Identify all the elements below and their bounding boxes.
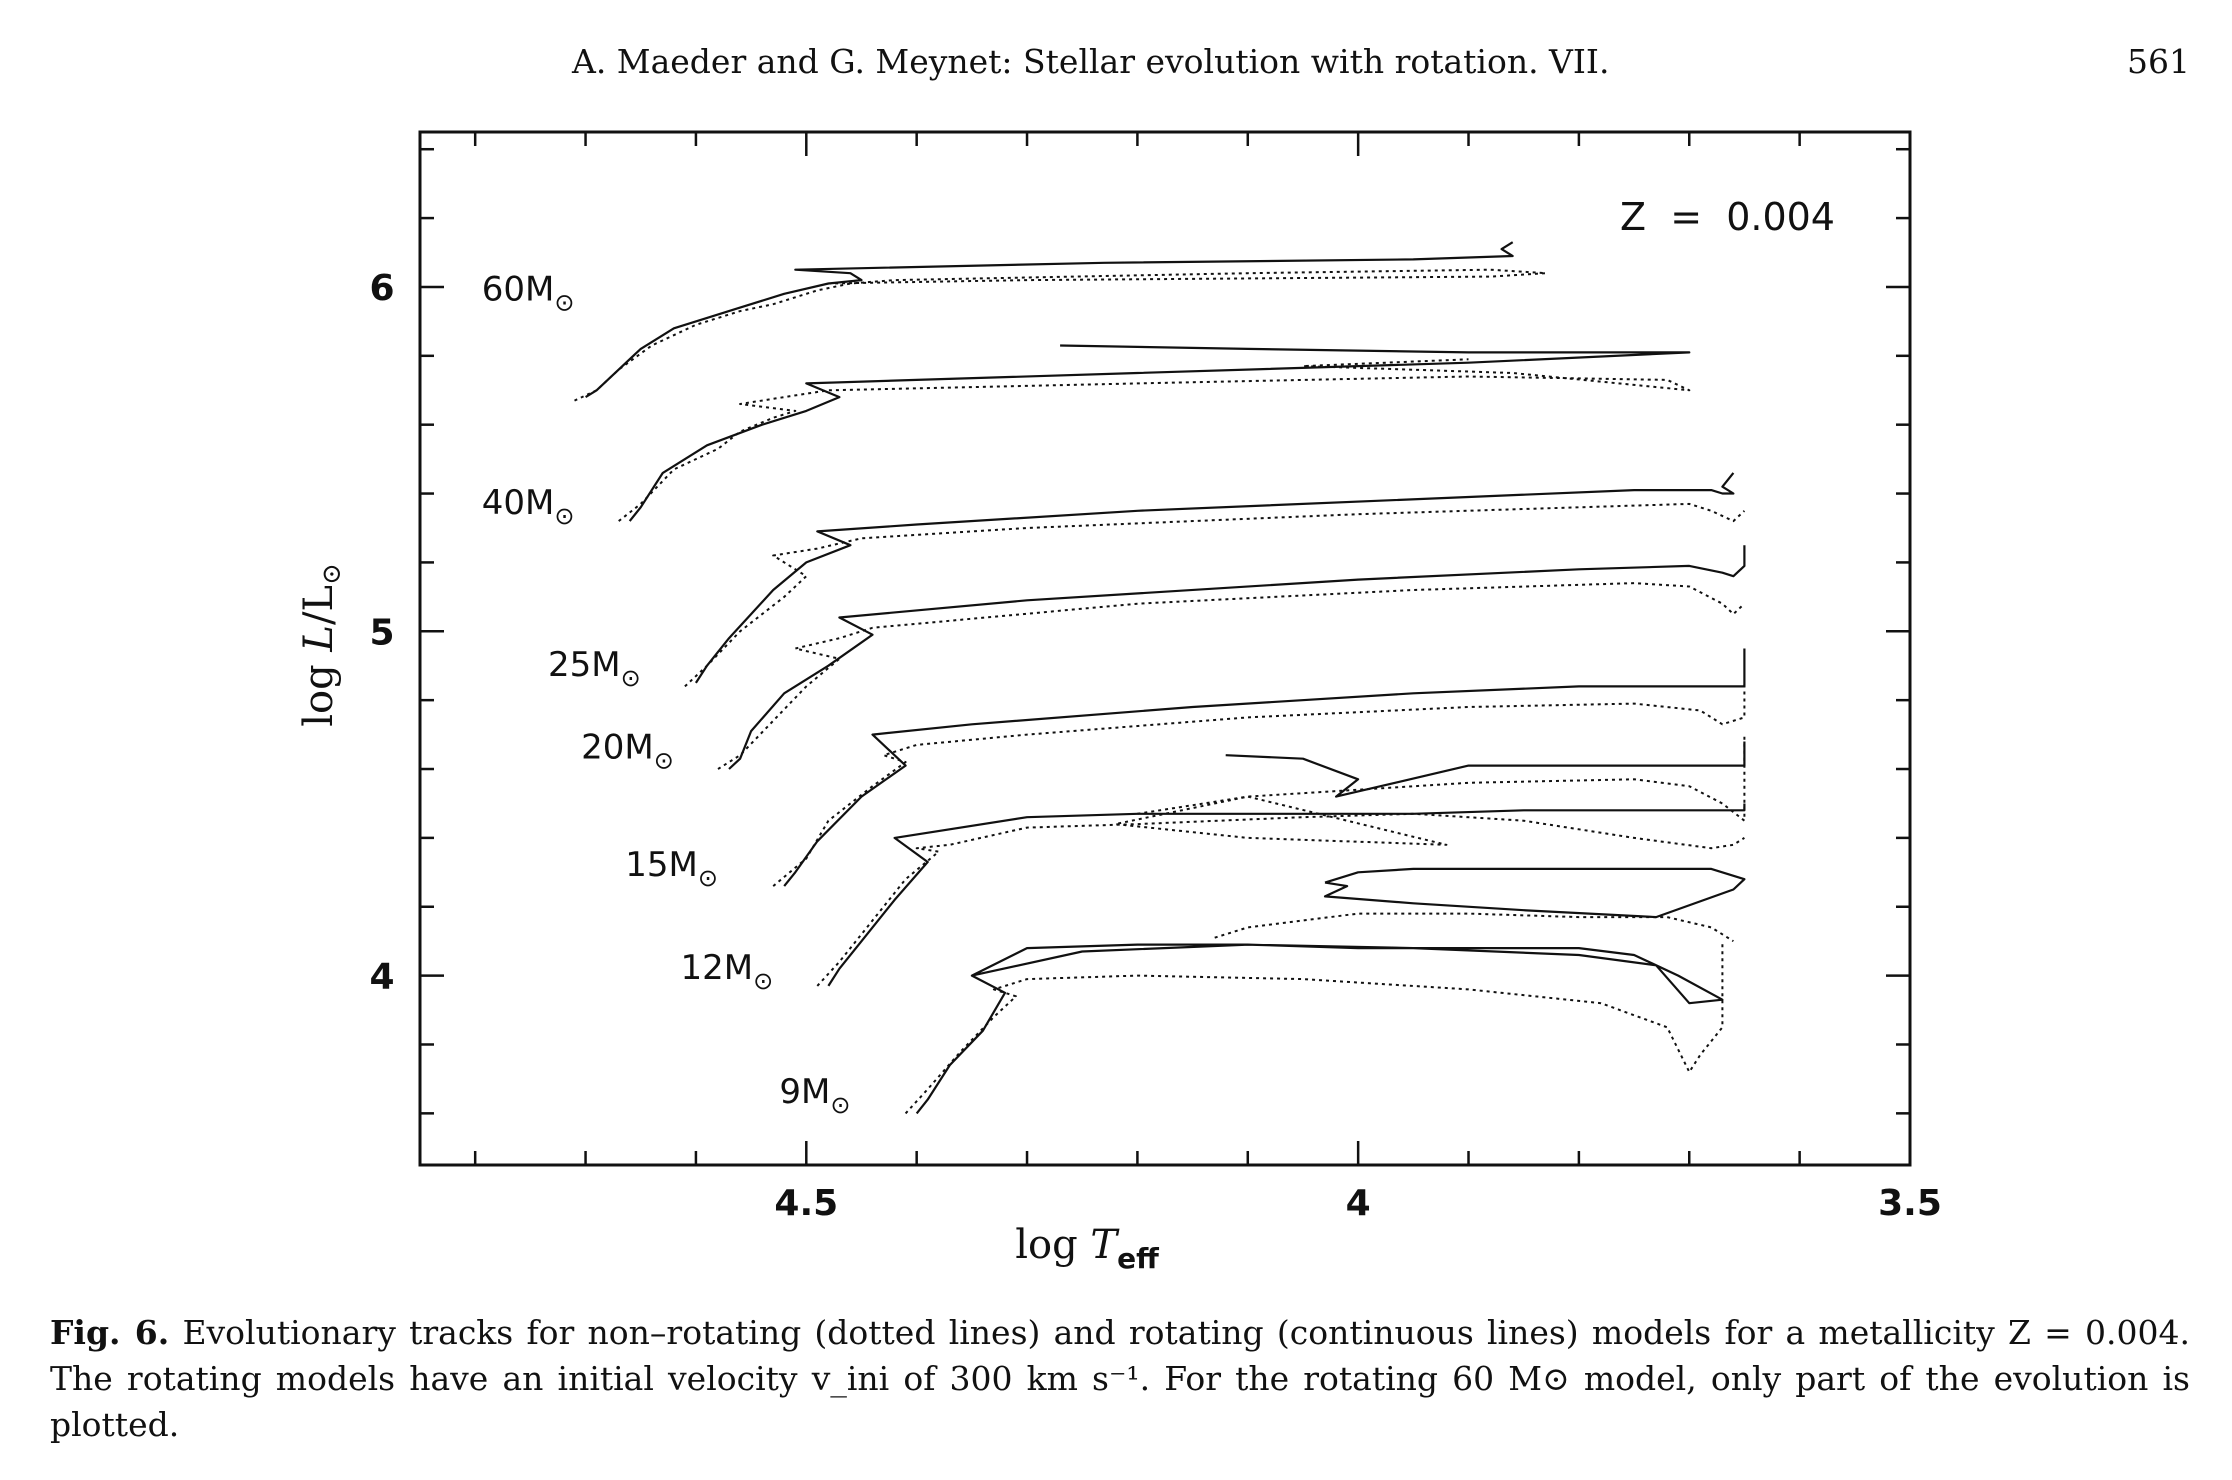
mass-label-value: 20M <box>581 727 654 768</box>
x-axis-title <box>1015 1222 1159 1275</box>
mass-label-value: 60M <box>481 269 555 310</box>
sun-symbol: ⊙ <box>554 502 575 531</box>
x-tick-label: 4.5 <box>774 1183 839 1224</box>
mass-label <box>680 948 773 995</box>
x-axis-title-sub: eff <box>1117 1242 1159 1275</box>
y-tick-label: 5 <box>369 612 395 654</box>
y-axis-title-l: L <box>296 625 342 652</box>
mass-label <box>482 270 575 317</box>
mass-label-value: 12M <box>680 948 754 989</box>
y-axis-title-log: log <box>296 651 342 727</box>
mass-labels <box>482 270 851 1119</box>
track-20m-dotted <box>718 583 1744 769</box>
mass-label <box>548 645 641 692</box>
caption-line-1 <box>50 1310 2190 1356</box>
track-12m-dotted <box>817 814 1744 986</box>
track-15m-continuous <box>1226 742 1745 797</box>
x-axis-title-log: log <box>1015 1222 1091 1268</box>
track-20m-continuous <box>729 545 1744 769</box>
y-axis-title-rest: /L <box>296 584 342 626</box>
mass-label <box>482 483 575 530</box>
metallicity-annotation: Z = 0.004 <box>1620 195 1835 239</box>
mass-label-value: 40M <box>481 483 555 524</box>
track-15m-dotted <box>1115 735 1744 845</box>
plot-frame <box>420 132 1910 1165</box>
caption-line-3: plotted. <box>50 1405 180 1444</box>
svg-text:log Teff <box>1015 1222 1159 1275</box>
sun-symbol: ⊙ <box>753 967 774 996</box>
track-60m-continuous <box>586 242 1513 397</box>
page-number: 561 <box>2127 42 2190 81</box>
svg-text:log L/L⊙ <box>296 563 347 727</box>
figure-caption <box>50 1310 2190 1448</box>
axis-ticks <box>420 132 1910 1165</box>
track-12m-dotted <box>1215 914 1734 942</box>
x-tick-label: 3.5 <box>1878 1183 1942 1224</box>
hr-diagram-chart <box>280 120 1980 1295</box>
track-9m-dotted <box>906 941 1723 1113</box>
y-axis-title-sun: ⊙ <box>317 563 347 585</box>
caption-line-2: The rotating models have an initial velocity v_ini of 300 km s⁻¹. For the rotating 60 M⊙ model, only part of the evolution is <box>50 1359 2190 1398</box>
figure-6 <box>280 120 1980 1295</box>
mass-label <box>581 728 674 775</box>
mass-label-value: 15M <box>625 844 698 885</box>
track-25m-continuous <box>696 473 1734 683</box>
track-60m-dotted <box>575 270 1546 401</box>
y-tick-label: 6 <box>369 267 395 309</box>
sun-symbol: ⊙ <box>653 746 674 775</box>
sun-symbol: ⊙ <box>830 1091 851 1120</box>
mass-label <box>625 845 718 892</box>
caption-text-1: Evolutionary tracks for non–rotating (dotted lines) and rotating (continuous lines) models for a metallicity Z = 0.004. <box>169 1313 2191 1352</box>
track-12m-continuous <box>1325 869 1744 917</box>
x-tick-label: 4 <box>1345 1183 1371 1224</box>
caption-label: Fig. 6. <box>50 1313 170 1352</box>
mass-label <box>779 1072 850 1119</box>
track-40m-dotted <box>619 359 1690 521</box>
x-axis-title-t: T <box>1090 1222 1118 1268</box>
track-15m-continuous <box>784 649 1744 887</box>
track-9m-continuous <box>917 945 1723 1114</box>
sun-symbol: ⊙ <box>697 863 718 892</box>
mass-label-value: 9M <box>779 1072 831 1113</box>
sun-symbol: ⊙ <box>620 664 641 693</box>
running-header: A. Maeder and G. Meynet: Stellar evolution with rotation. VII. <box>572 42 1610 81</box>
mass-label-value: 25M <box>548 645 621 686</box>
track-25m-dotted <box>685 504 1745 687</box>
y-axis-title <box>296 563 347 727</box>
y-tick-label: 4 <box>369 956 395 998</box>
sun-symbol: ⊙ <box>554 288 575 317</box>
